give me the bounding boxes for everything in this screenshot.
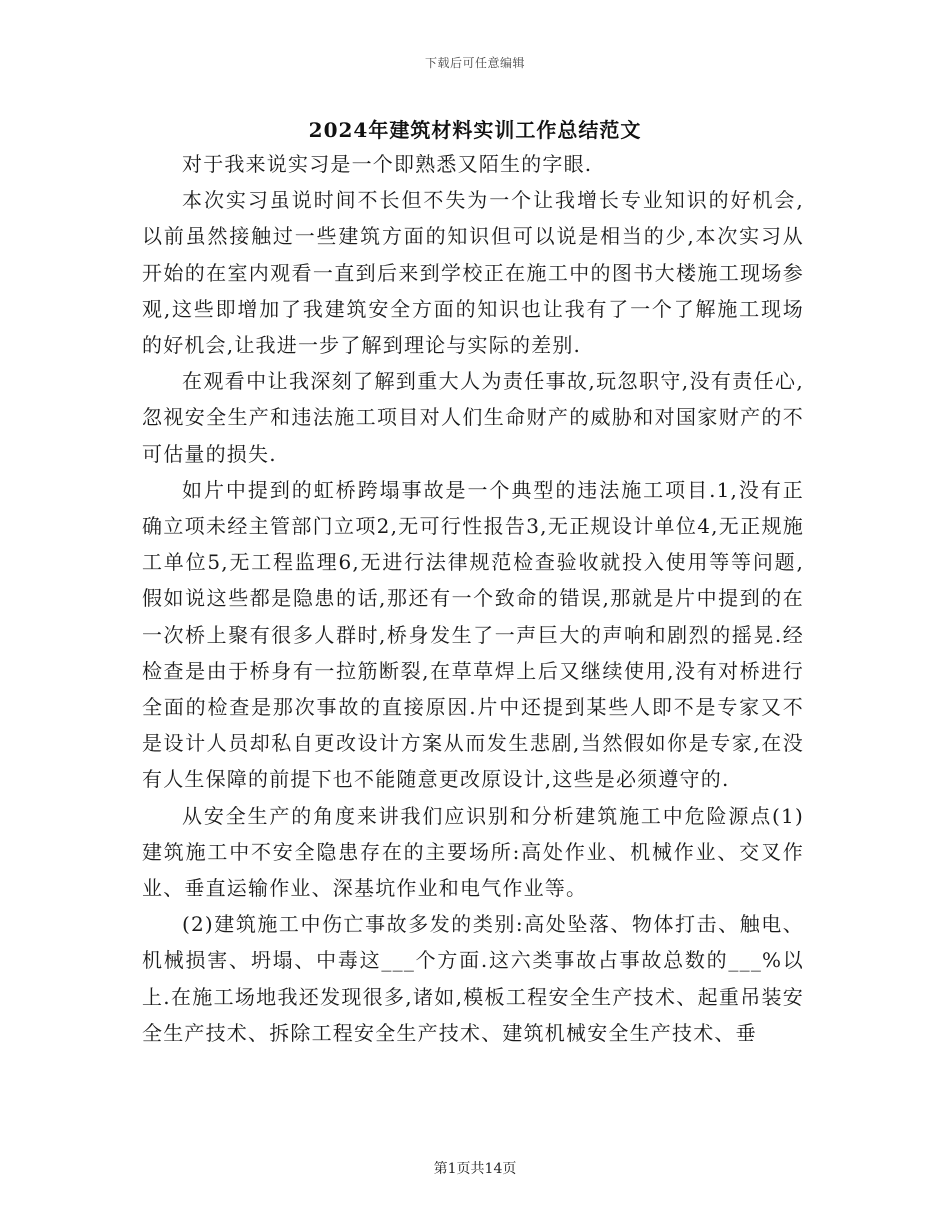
paragraph-6: (2)建筑施工中伤亡事故多发的类别:高处坠落、物体打击、触电、机械损害、坍塌、中毒这___个方面.这六类事故占事故总数的___%以上.在施工场地我还发现很多,诸如,模板工程安全生产技术、起重吊装安全生产技术、拆除工程安全生产技术、建筑机械安全生产技术、垂 <box>142 912 804 1045</box>
paragraph-2: 本次实习虽说时间不长但不失为一个让我增长专业知识的好机会,以前虽然接触过一些建筑方面的知识但可以说是相当的少,本次实习从开始的在室内观看一直到后来到学校正在施工中的图书大楼施工现场参观,这些即增加了我建筑安全方面的知识也让我有了一个了解施工现场的好机会,让我进一步了解到理论与实际的差别. <box>142 188 804 358</box>
page-number: 第1页共14页 <box>433 1161 517 1177</box>
document-title: 2024年建筑材料实训工作总结范文 <box>308 118 642 142</box>
document-body <box>142 146 804 1051</box>
paragraph-5: 从安全生产的角度来讲我们应识别和分析建筑施工中危险源点(1)建筑施工中不安全隐患存在的主要场所:高处作业、机械作业、交叉作业、垂直运输作业、深基坑作业和电气作业等。 <box>142 803 804 901</box>
header-note: 下载后可任意编辑 <box>424 56 525 70</box>
paragraph-3: 在观看中让我深刻了解到重大人为责任事故,玩忽职守,没有责任心,忽视安全生产和违法施工项目对人们生命财产的威胁和对国家财产的不可估量的损失. <box>142 369 804 466</box>
paragraph-1: 对于我来说实习是一个即熟悉又陌生的字眼. <box>182 152 593 176</box>
paragraph-4: 如片中提到的虹桥跨塌事故是一个典型的违法施工项目.1,没有正确立项未经主管部门立项2,无可行性报告3,无正规设计单位4,无正规施工单位5,无工程监理6,无进行法律规范检查验收就投入使用等等问题,假如说这些都是隐患的话,那还有一个致命的错误,那就是片中提到的在一次桥上聚有很多人群时,桥身发生了一声巨大的声响和剧烈的摇晃.经检查是由于桥身有一拉筋断裂,在草草焊上后又继续使用,没有对桥进行全面的检查是那次事故的直接原因.片中还提到某些人即不是专家又不是设计人员却私自更改设计方案从而发生悲剧,当然假如你是专家,在没有人生保障的前提下也不能随意更改原设计,这些是必须遵守的. <box>142 477 804 792</box>
